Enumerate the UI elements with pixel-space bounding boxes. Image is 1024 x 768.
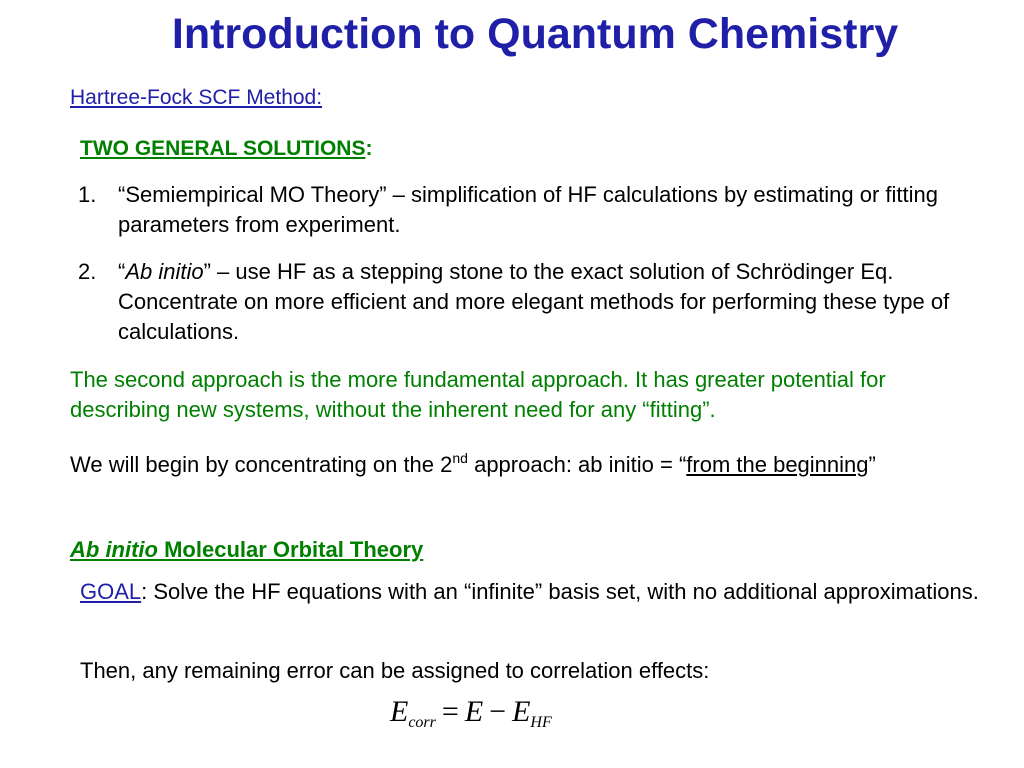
goal-paragraph (80, 577, 980, 607)
goal-label: GOAL (80, 579, 142, 604)
ab-initio-heading (70, 537, 423, 563)
correlation-sentence: Then, any remaining error can be assigned to correlation effects: (80, 658, 710, 683)
list-body-2: ” – use HF as a stepping stone to the exact solution of Schrödinger Eq. Concentrate on more efficient and more elegant methods for performing these type of calculations. (118, 259, 950, 344)
eq-rhs: E (512, 695, 531, 728)
ab-initio-emphasis: Ab initio (125, 259, 204, 284)
eq-lhs: E (390, 695, 409, 728)
list-item-1 (78, 180, 998, 240)
list-open-quote-2: “ (118, 259, 126, 284)
section-subtitle: Hartree-Fock SCF Method: (70, 86, 323, 109)
begin-superscript: nd (452, 450, 468, 466)
list-text-2 (118, 257, 998, 347)
ab-initio-heading-italic: Ab initio (70, 537, 158, 562)
begin-pre: We will begin by concentrating on the 2 (70, 452, 453, 477)
fundamental-approach-note: The second approach is the more fundamental approach. It has greater potential for describing new systems, without the inherent need for any “fitting”. (70, 367, 886, 422)
eq-equals: = (441, 695, 459, 728)
list-number-2: 2. (78, 259, 97, 284)
list-item-2 (78, 257, 998, 347)
slide-title: Introduction to Quantum Chemistry (171, 10, 899, 58)
solutions-heading-text: TWO GENERAL SOLUTIONS (80, 137, 366, 160)
goal-text: : Solve the HF equations with an “infinite” basis set, with no additional approximations. (141, 579, 979, 604)
begin-paragraph (70, 450, 990, 480)
begin-mid: approach: ab initio = “ (467, 452, 687, 477)
solutions-heading (80, 137, 372, 161)
list-number-1: 1. (78, 182, 97, 207)
ab-initio-heading-rest: Molecular Orbital Theory (157, 537, 424, 562)
eq-rhs-sub: HF (530, 714, 552, 731)
eq-minus: − (489, 695, 507, 728)
eq-lhs-sub: corr (408, 714, 436, 731)
begin-post: ” (868, 452, 876, 477)
correlation-equation (390, 695, 552, 732)
list-text-1: “Semiempirical MO Theory” – simplification of HF calculations by estimating or fitting parameters from experiment. (118, 182, 938, 237)
from-the-beginning-text: from the beginning (686, 452, 869, 477)
eq-e: E (464, 695, 484, 728)
solutions-heading-colon: : (365, 137, 373, 160)
